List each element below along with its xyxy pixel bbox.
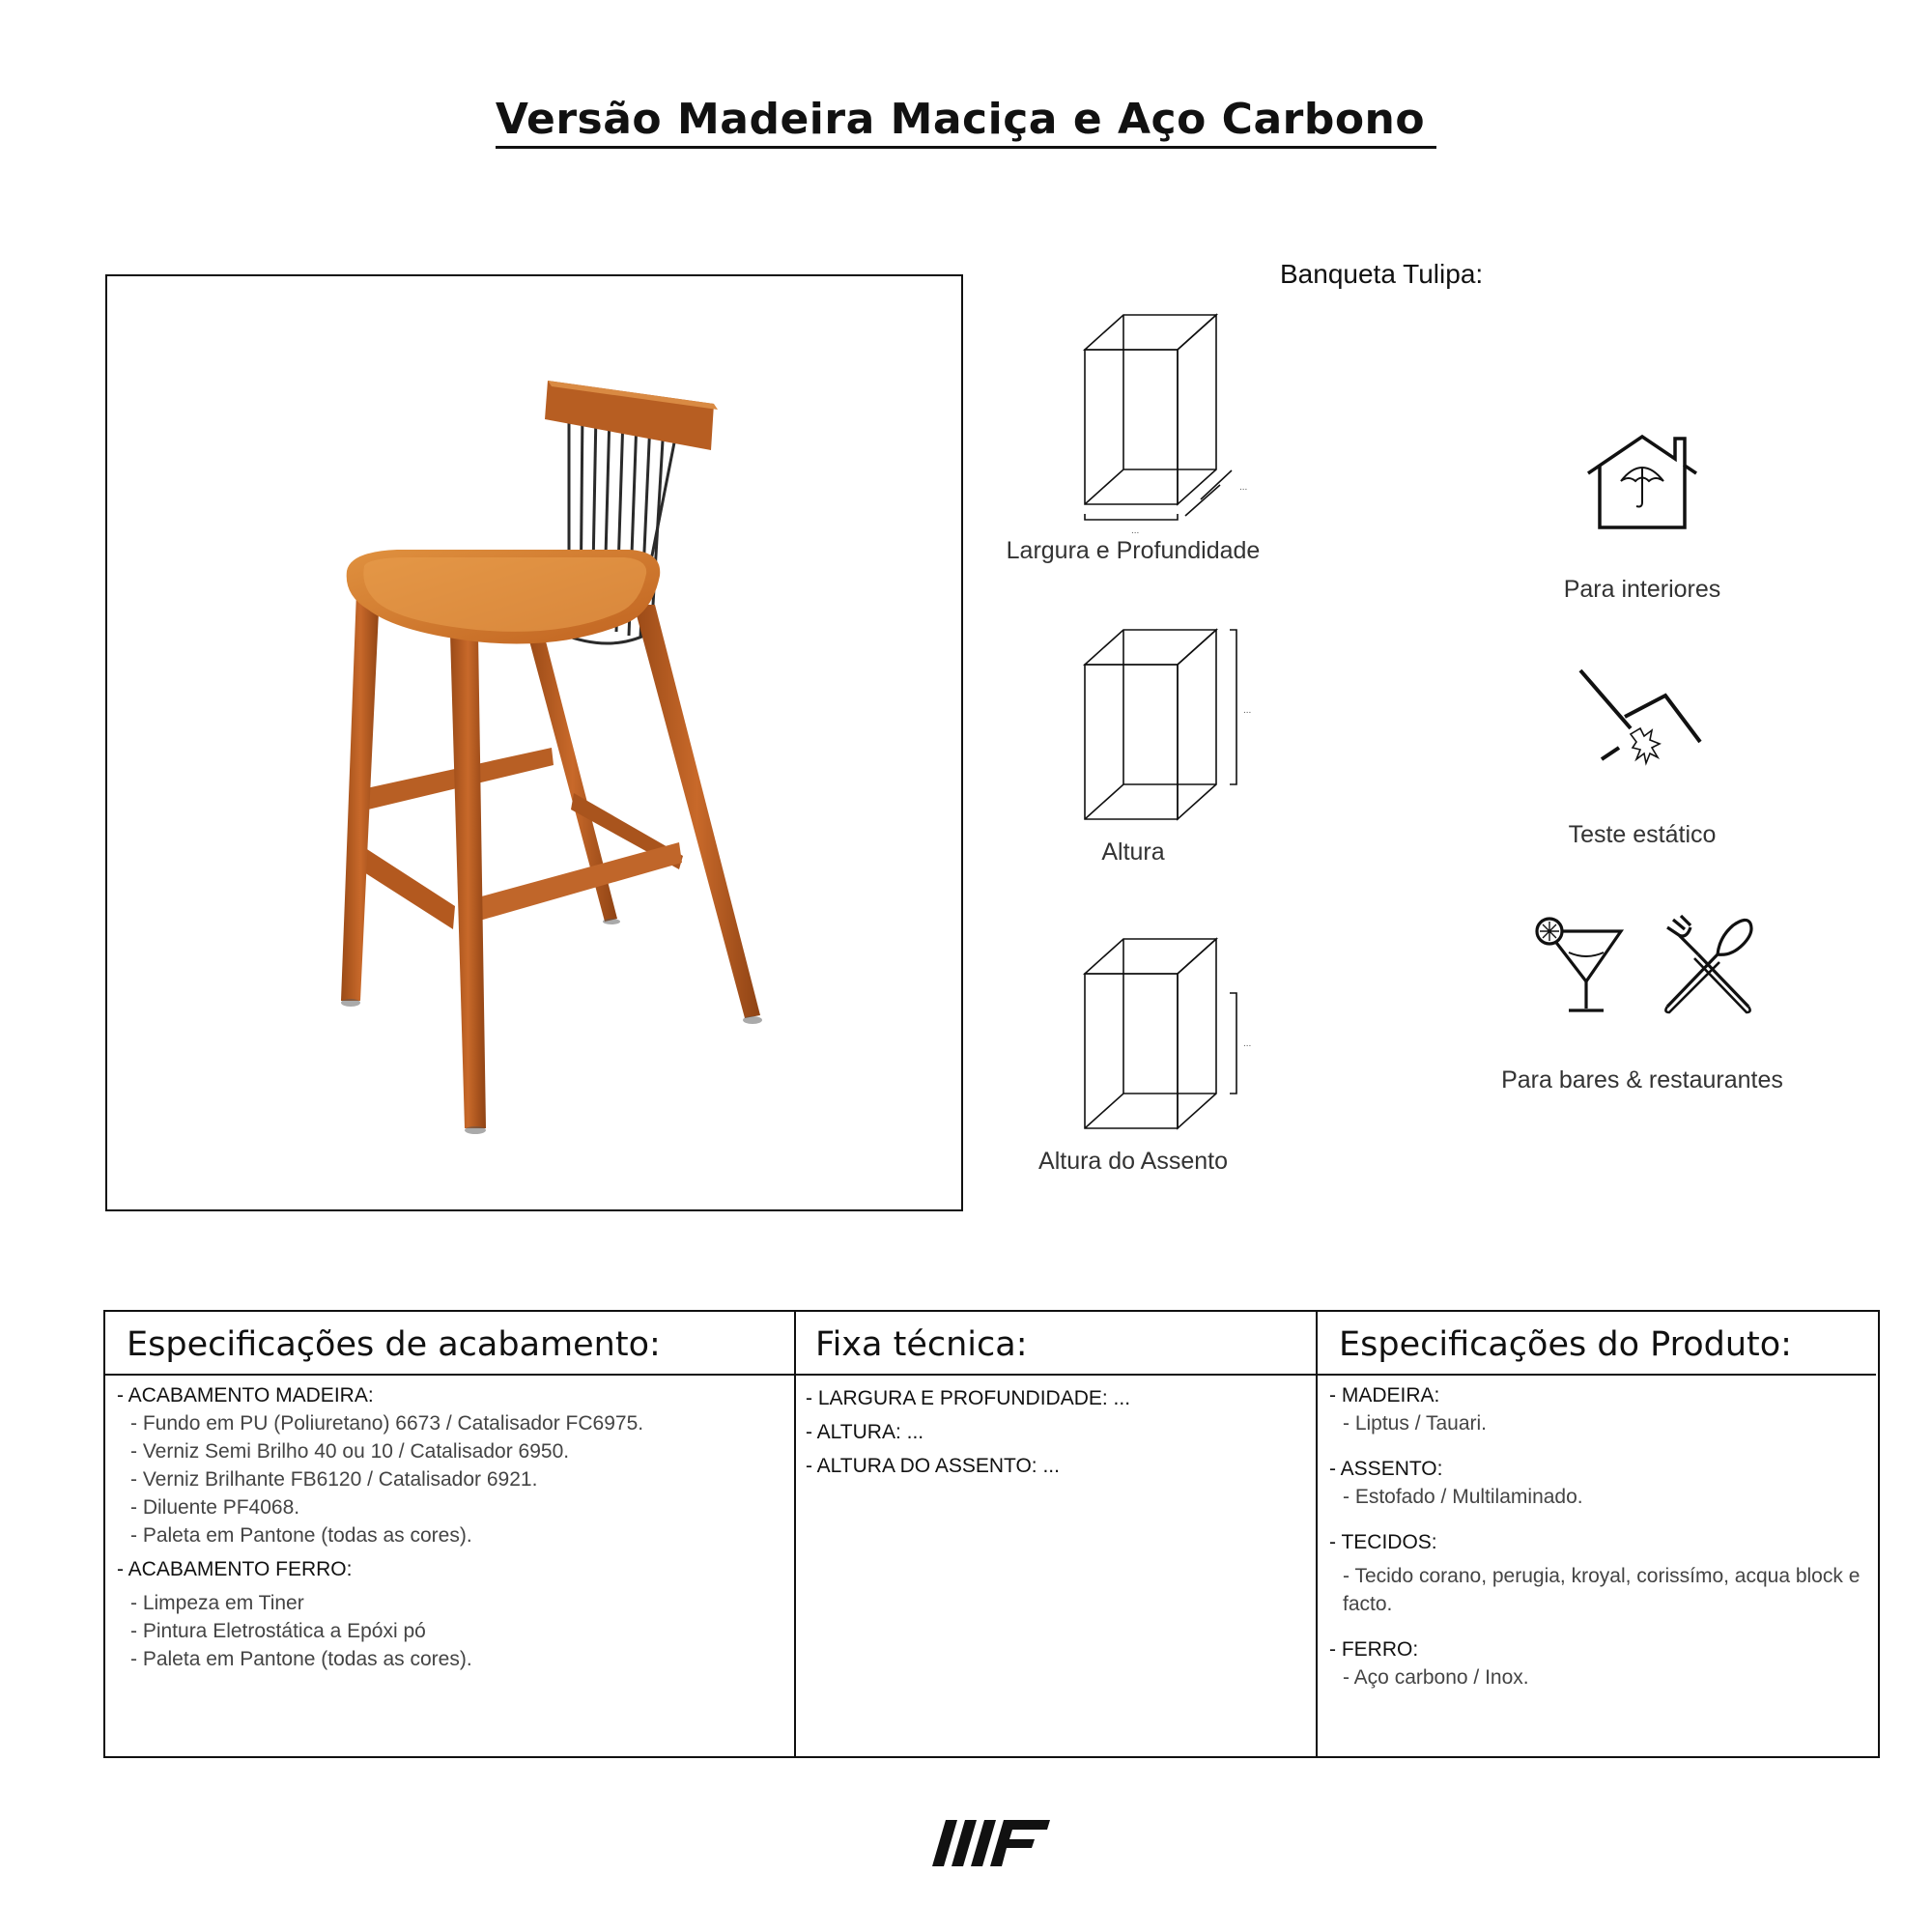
product-photo-frame: [105, 274, 963, 1211]
product-spec-heading: Especificações do Produto:: [1339, 1325, 1792, 1364]
house-umbrella-icon: [1586, 433, 1700, 533]
list-item: - LARGURA E PROFUNDIDADE: ...: [806, 1387, 1131, 1409]
feature-label-bares-restaurantes: Para bares & restaurantes: [1501, 1066, 1783, 1094]
list-item: - Paleta em Pantone (todas as cores).: [130, 1648, 472, 1670]
height-icon: [1077, 626, 1261, 829]
height-value: ...: [1243, 705, 1252, 716]
iron-finish-title: - ACABAMENTO FERRO:: [117, 1558, 353, 1580]
feature-label-interiores: Para interiores: [1563, 576, 1721, 603]
finish-spec-heading: Especificações de acabamento:: [127, 1325, 661, 1364]
cocktail-icon: [1534, 914, 1627, 1014]
width-depth-icon: [1077, 311, 1261, 533]
list-item: - ALTURA: ...: [806, 1421, 924, 1443]
list-item: - Verniz Semi Brilho 40 ou 10 / Catalisador 6950.: [130, 1440, 570, 1463]
iron-value: - Aço carbono / Inox.: [1343, 1666, 1529, 1689]
spec-table: [103, 1310, 1880, 1758]
list-item: - Pintura Eletrostática a Epóxi pó: [130, 1620, 426, 1642]
list-item: - Diluente PF4068.: [130, 1496, 300, 1519]
product-spec-body: [1329, 1381, 1866, 1691]
seat-title: - ASSENTO:: [1329, 1458, 1443, 1480]
list-item: - Limpeza em Tiner: [130, 1592, 304, 1614]
product-spec-column: [1318, 1312, 1876, 1756]
product-name: Banqueta Tulipa:: [1280, 259, 1484, 289]
finish-spec-header: [105, 1312, 794, 1376]
stool-illustration: [107, 276, 961, 1209]
tech-spec-body: [806, 1381, 1306, 1483]
seat-value: - Estofado / Multilaminado.: [1343, 1486, 1583, 1508]
depth-value: ...: [1239, 482, 1248, 493]
seat-height-value: ...: [1243, 1038, 1252, 1049]
wood-value: - Liptus / Tauari.: [1343, 1412, 1488, 1435]
finish-spec-body: [117, 1381, 784, 1673]
page-title: Versão Madeira Maciça e Aço Carbono: [0, 95, 1932, 144]
dim-label-seat-height: Altura do Assento: [1038, 1148, 1228, 1175]
list-item: - Paleta em Pantone (todas as cores).: [130, 1524, 472, 1547]
tech-spec-column: [794, 1312, 1318, 1756]
brand-logo: [932, 1816, 1050, 1870]
fork-spoon-icon: [1660, 914, 1756, 1014]
seat-height-icon: [1077, 935, 1261, 1138]
tech-spec-heading: Fixa técnica:: [815, 1325, 1028, 1364]
fabrics-title: - TECIDOS:: [1329, 1531, 1437, 1553]
feature-label-teste-estatico: Teste estático: [1568, 821, 1717, 848]
dim-label-width-depth: Largura e Profundidade: [1006, 537, 1261, 564]
list-item: - Verniz Brilhante FB6120 / Catalisador 6921.: [130, 1468, 538, 1491]
product-spec-header: [1318, 1312, 1876, 1376]
wood-title: - MADEIRA:: [1329, 1384, 1440, 1406]
static-test-icon: [1577, 667, 1706, 777]
dim-label-height: Altura: [1101, 838, 1165, 866]
width-value: ...: [1131, 526, 1140, 533]
finish-spec-column: [105, 1312, 796, 1756]
wood-finish-title: - ACABAMENTO MADEIRA:: [117, 1384, 374, 1406]
list-item: - ALTURA DO ASSENTO: ...: [806, 1455, 1060, 1477]
fabrics-value: - Tecido corano, perugia, kroyal, corissímo, acqua block e facto.: [1343, 1565, 1861, 1615]
list-item: - Fundo em PU (Poliuretano) 6673 / Catalisador FC6975.: [130, 1412, 644, 1435]
iron-title: - FERRO:: [1329, 1638, 1419, 1661]
tech-spec-header: [794, 1312, 1316, 1376]
